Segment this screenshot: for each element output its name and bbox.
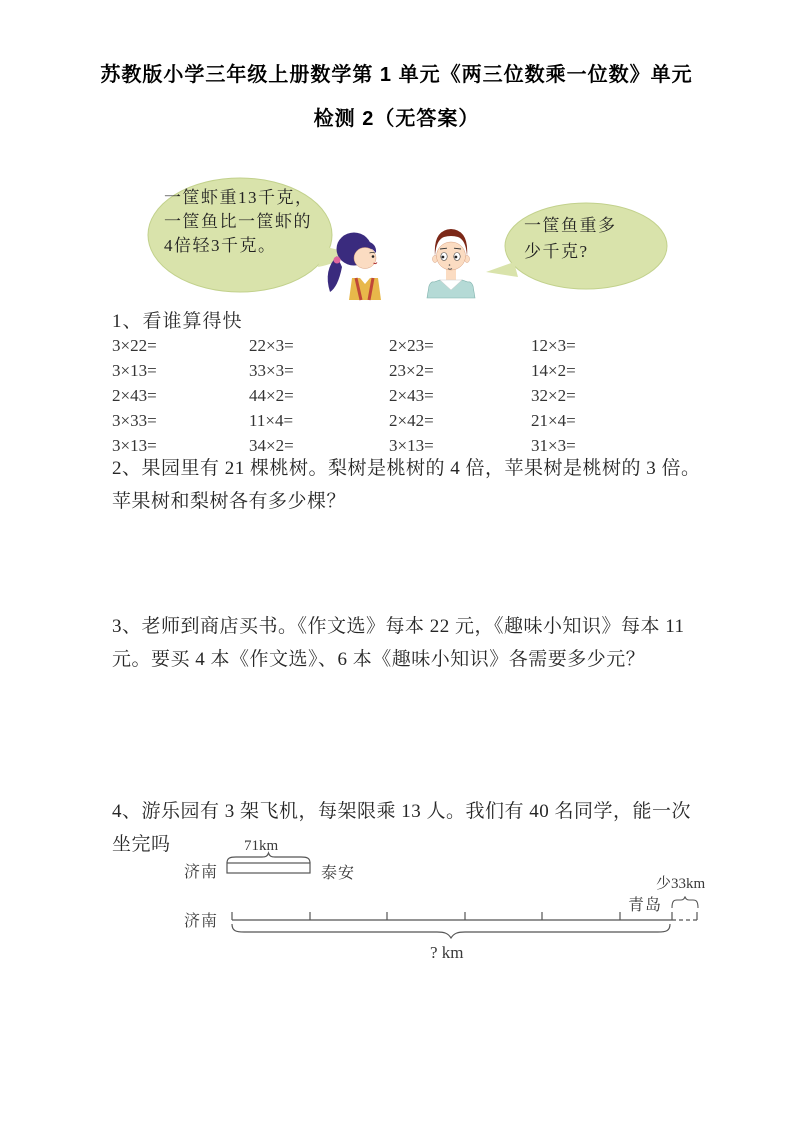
math-problem: 2×42= xyxy=(389,411,434,430)
math-problem: 2×43= xyxy=(389,386,434,405)
word-problem-3 xyxy=(112,610,685,676)
math-problem: 32×2= xyxy=(531,386,576,405)
math-problem: 3×33= xyxy=(112,411,157,430)
problem4-line2: 坐完吗 xyxy=(112,834,171,855)
page-title-line2: 检测 2（无答案） xyxy=(313,108,480,130)
math-problem: 3×13= xyxy=(389,436,434,455)
math-problem: 2×23= xyxy=(389,336,434,355)
girl-speech-line2: 一筐鱼比一筐虾的 xyxy=(164,212,312,231)
problem2-line1: 2、果园里有 21 棵桃树。梨树是桃树的 4 倍，苹果树是桃树的 3 倍。 xyxy=(112,458,701,479)
math-problem: 23×2= xyxy=(389,361,434,380)
city-taian-label: 泰安 xyxy=(321,865,356,882)
math-problem: 3×13= xyxy=(112,361,157,380)
boy-character-illustration xyxy=(427,229,475,298)
problem2-line2: 苹果树和梨树各有多少棵？ xyxy=(112,491,347,512)
math-problem: 3×13= xyxy=(112,436,157,455)
jinan-taian-segment xyxy=(227,863,310,873)
math-problem: 14×2= xyxy=(531,361,576,380)
boy-speech-line2: 少千克? xyxy=(524,242,589,261)
boy-speech-line1: 一筐鱼重多 xyxy=(524,216,617,235)
math-problem: 33×3= xyxy=(249,361,294,380)
problem3-line1: 3、老师到商店买书。《作文选》每本 22 元，《趣味小知识》每本 11 xyxy=(112,616,685,637)
girl-speech-text xyxy=(164,186,314,258)
distance-line-diagram xyxy=(0,830,793,975)
city-qingdao-label: 青岛 xyxy=(628,897,663,914)
brace-total-distance xyxy=(232,924,670,938)
brace-33km xyxy=(672,897,698,909)
multiplication-grid xyxy=(112,336,632,461)
girl-character-illustration xyxy=(328,233,381,301)
total-distance-question-label: ? km xyxy=(430,943,464,962)
section1-heading: 1、看谁算得快 xyxy=(112,311,243,332)
brace-71km xyxy=(227,853,310,863)
math-problem: 21×4= xyxy=(531,411,576,430)
math-problem: 3×22= xyxy=(112,336,157,355)
math-problem: 31×3= xyxy=(531,436,576,455)
math-problem: 2×43= xyxy=(112,386,157,405)
math-problem: 34×2= xyxy=(249,436,294,455)
math-problem: 22×3= xyxy=(249,336,294,355)
problem3-line2: 元。要买 4 本《作文选》、6 本《趣味小知识》各需要多少元？ xyxy=(112,649,646,670)
problem4-line1: 4、游乐园有 3 架飞机，每架限乘 13 人。我们有 40 名同学，能一次 xyxy=(112,801,692,822)
speech-bubble-tail xyxy=(486,262,518,277)
distance-71km-label: 71km xyxy=(244,838,279,854)
page-title-line1: 苏教版小学三年级上册数学第 1 单元《两三位数乘一位数》单元 xyxy=(100,64,693,86)
city-jinan-bottom-label: 济南 xyxy=(184,913,219,930)
city-jinan-top-label: 济南 xyxy=(184,864,219,881)
math-problem: 12×3= xyxy=(531,336,576,355)
girl-speech-line3: 4倍轻3千克。 xyxy=(164,236,277,255)
math-problem: 11×4= xyxy=(249,411,294,430)
short-by-33km-label: 少33km xyxy=(656,876,706,892)
girl-speech-line1: 一筐虾重13千克， xyxy=(164,188,314,207)
math-problem: 44×2= xyxy=(249,386,294,405)
word-problem-2 xyxy=(112,452,701,518)
boy-speech-text xyxy=(524,213,617,265)
